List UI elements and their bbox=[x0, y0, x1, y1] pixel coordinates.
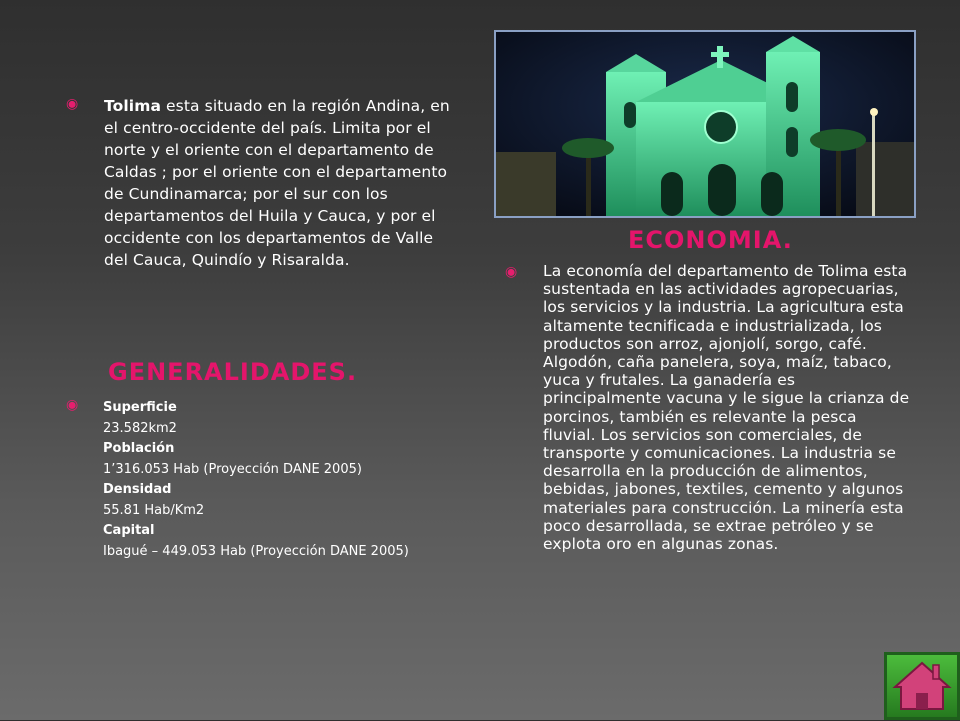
stat-label: Densidad bbox=[103, 482, 172, 497]
generalidades-heading: GENERALIDADES. bbox=[108, 358, 358, 386]
home-icon bbox=[887, 655, 957, 717]
stat-value: 23.582km2 bbox=[103, 420, 177, 436]
stat-label: Superficie bbox=[103, 400, 177, 415]
stat-value: Ibagué – 449.053 Hab (Proyección DANE 2005) bbox=[103, 543, 409, 559]
intro-text: esta situado en la región Andina, en el centro-occidente del país. Limita por el norte y el oriente con el departamento de Caldas ; por el oriente con el departamento de Cundinamarca; por el sur con los departamentos del Huila y Cauca, y por el occidente con los departamentos de Valle del Cauca, Quindío y Risaralda. bbox=[104, 97, 450, 269]
home-button[interactable] bbox=[884, 652, 960, 720]
intro-paragraph bbox=[104, 95, 456, 271]
economia-paragraph: La economía del departamento de Tolima esta sustentada en las actividades agropecuarias, los servicios y la industria. La agricultura esta altamente tecnificada e industrializada, los productos son arroz, ajonjolí, sorgo, café. Algodón, caña panelera, soya, maíz, tabaco, yuca y frutales. La ganadería es principalmente vacuna y le sigue la crianza de porcinos, también es relevante la pesca fluvial. Los servicios son comerciales, de transporte y comunicaciones. La industria se desarrolla en la producción de alimentos, bebidas, jabones, textiles, cemento y algunos materiales para construcción. La minería esta poco desarrollada, se extrae petróleo y se explota oro en algunas zonas. bbox=[543, 262, 910, 554]
intro-name: Tolima bbox=[104, 97, 161, 115]
cathedral-illustration bbox=[496, 32, 914, 216]
bullet-icon: ◉ bbox=[505, 264, 518, 280]
bullet-icon: ◉ bbox=[66, 96, 79, 112]
stat-value: 55.81 Hab/Km2 bbox=[103, 502, 205, 518]
stat-value: 1’316.053 Hab (Proyección DANE 2005) bbox=[103, 461, 362, 477]
stat-label: Población bbox=[103, 441, 175, 456]
stat-label: Capital bbox=[103, 523, 155, 538]
bullet-icon: ◉ bbox=[66, 397, 79, 413]
economia-heading: ECONOMIA. bbox=[628, 226, 793, 254]
generalidades-list bbox=[103, 398, 433, 562]
cathedral-photo bbox=[494, 30, 916, 218]
